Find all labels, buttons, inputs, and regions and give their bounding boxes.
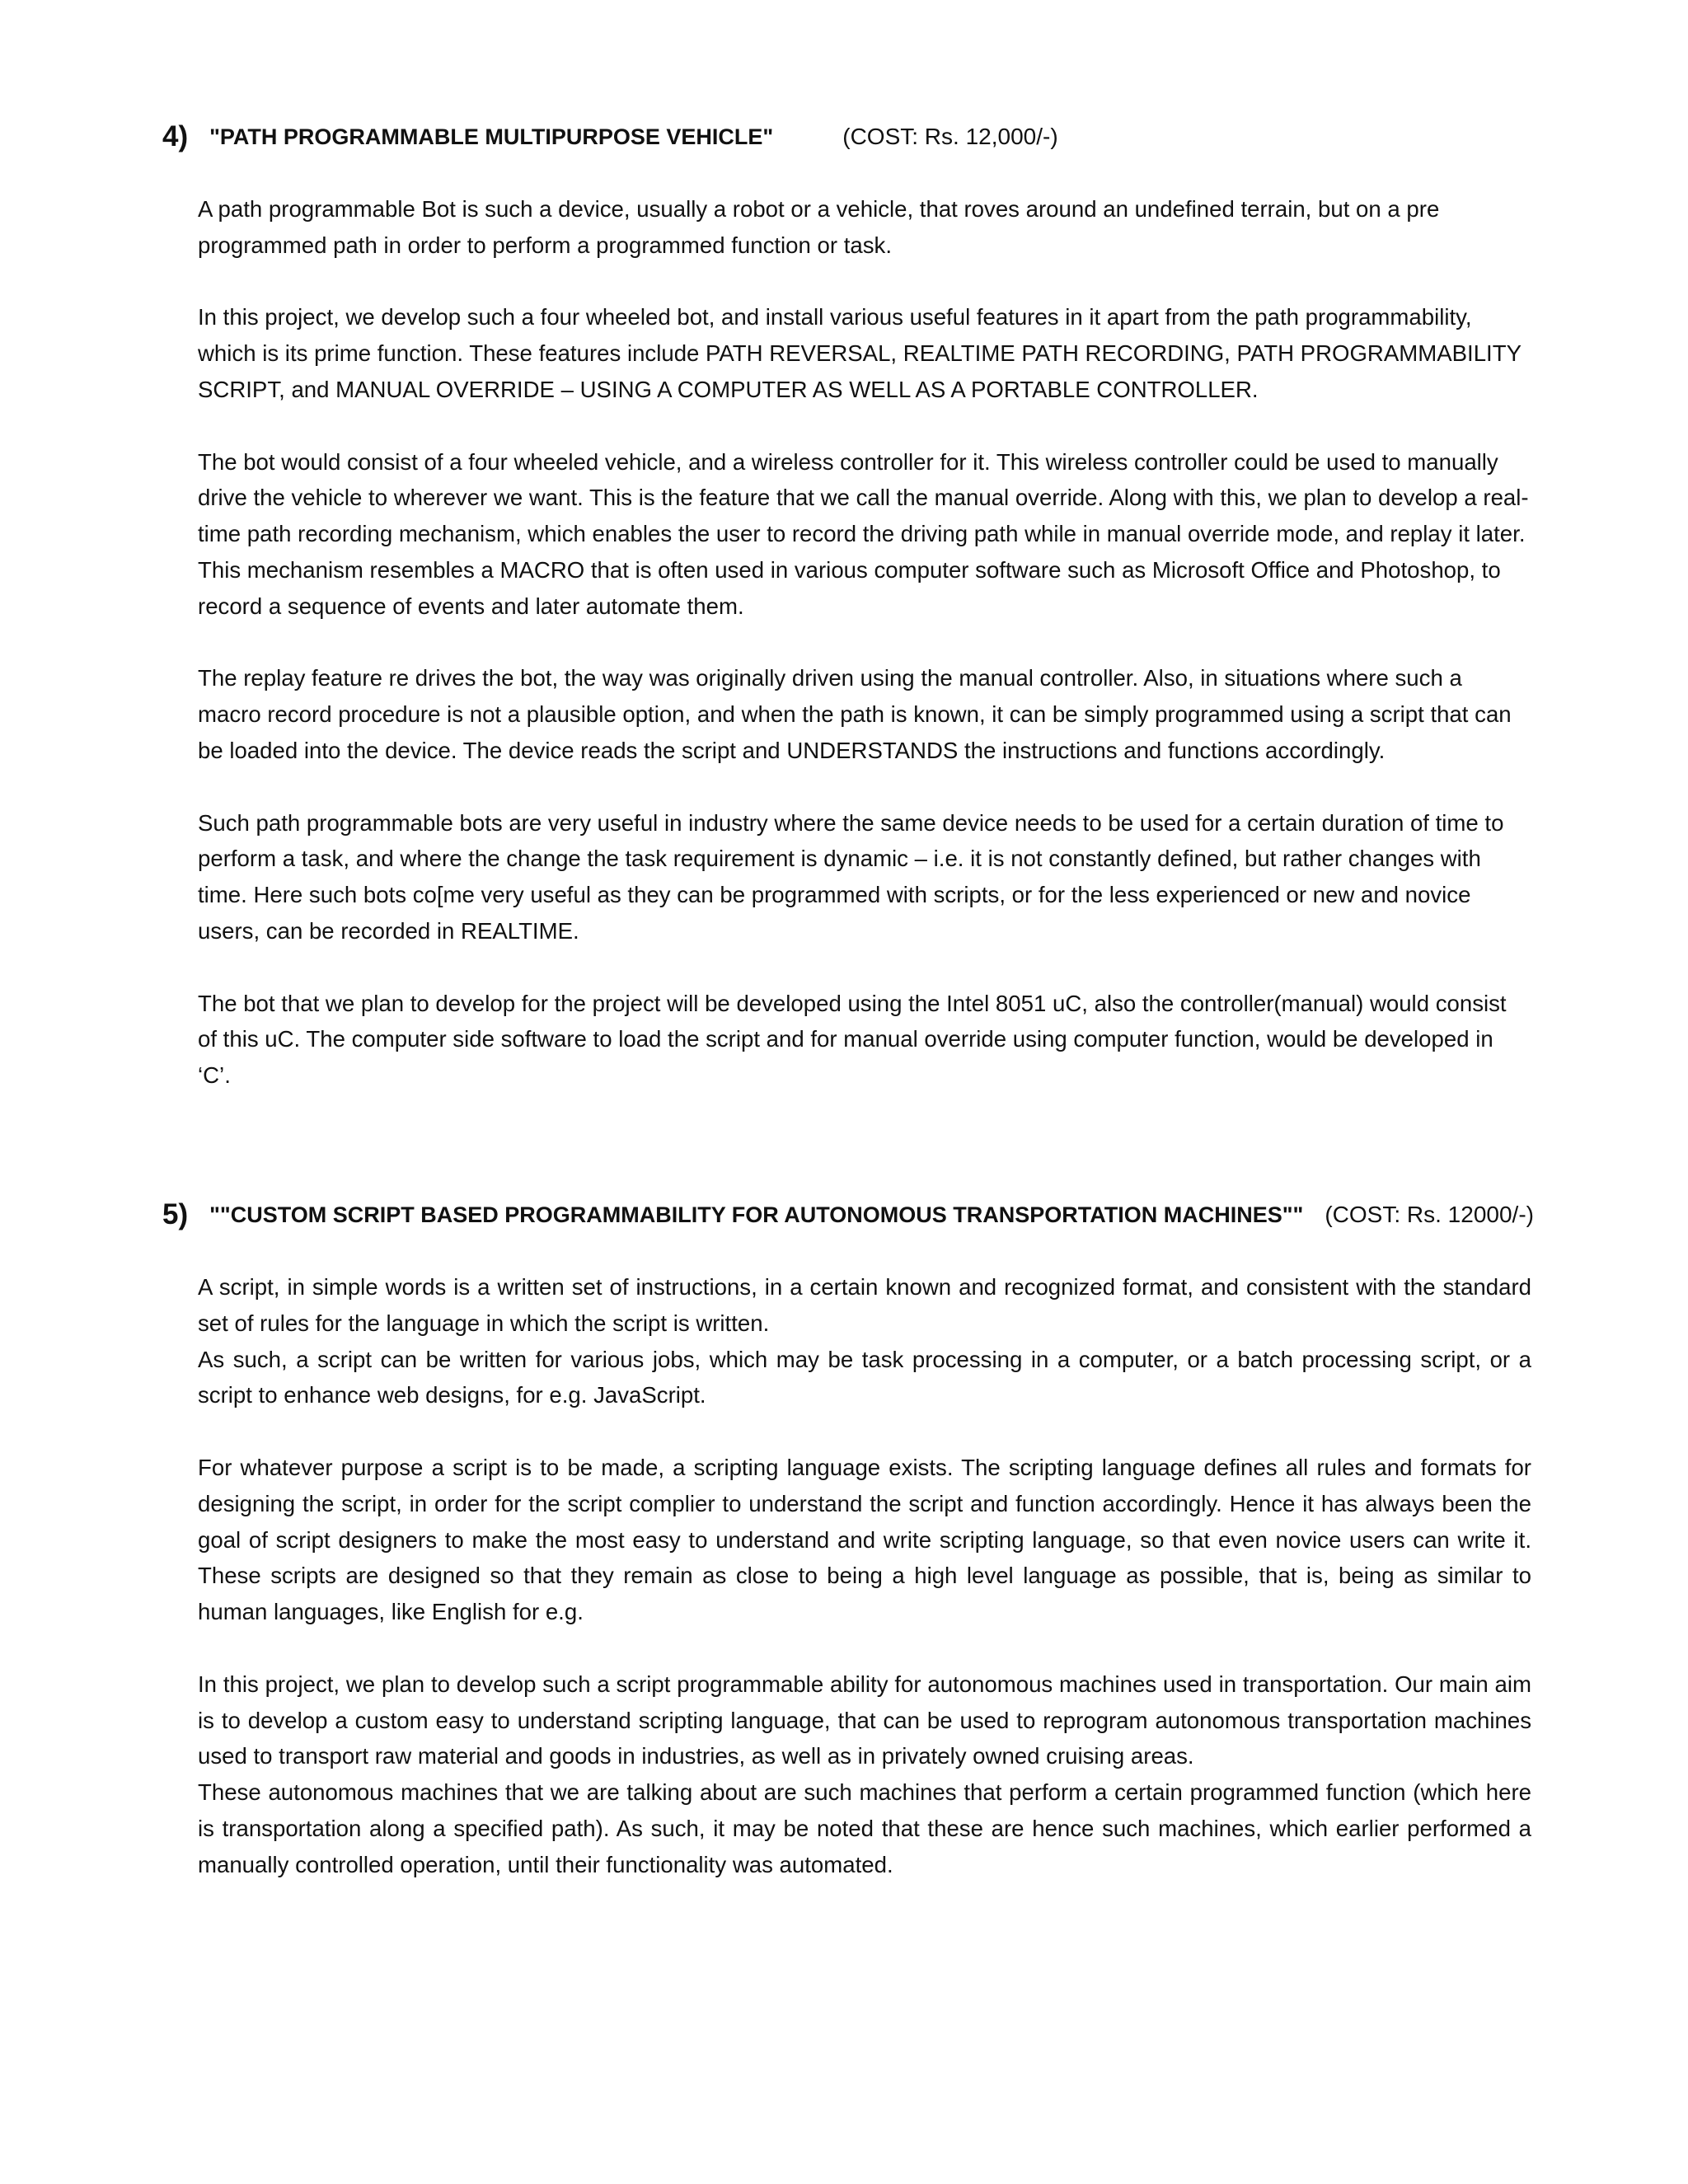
section-4-paragraph-3: The bot would consist of a four wheeled vehicle, and a wireless controller for it. This wireless controller could be used to manually drive the vehicle to wherever we want. This is the feature that we call the manual override. Along with this, we plan to develop a real-time path recording mechanism, which enables the user to record the driving path while in manual override mode, and replay it later. This mechanism resembles a MACRO that is often used in various computer software such as Microsoft Office and Photoshop, to record a sequence of events and later automate them. bbox=[198, 448, 1529, 619]
section-4-paragraph-2: In this project, we develop such a four wheeled bot, and install various useful features in it apart from the path programmability, which is its prime function. These features include PATH REVERSAL, REALTIME PATH RECORDING, PATH PROGRAMMABILITY SCRIPT, and MANUAL OVERRIDE – USING A COMPUTER AS WELL AS A PORTABLE CONTROLLER. bbox=[198, 304, 1522, 402]
section-4-cost: (COST: Rs. 12,000/-) bbox=[842, 124, 1058, 149]
section-5-paragraph-1: A script, in simple words is a written set of instructions, in a certain known and recognized format, and consistent with the standard set of rules for the language in which the script is written. bbox=[198, 1274, 1531, 1336]
section-5-title: ""CUSTOM SCRIPT BASED PROGRAMMABILITY FOR AUTONOMOUS TRANSPORTATION MACHINES"" bbox=[209, 1202, 1304, 1227]
section-5-paragraph-3: For whatever purpose a script is to be made, a scripting language exists. The scripting language defines all rules and formats for designing the script, in order for the script complier to understand the script and function accordingly. Hence it has always been the goal of script designers to make the most easy to understand and write scripting language, so that even novice users can write it. These scripts are designed so that they remain as close to being a high level language as possible, that is, being as similar to human languages, like English for e.g. bbox=[198, 1454, 1531, 1625]
section-4-paragraph-5: Such path programmable bots are very useful in industry where the same device needs to be used for a certain duration of time to perform a task, and where the change the task requirement is dynamic – i.e. it is not constantly defined, but rather changes with time. Here such bots co[me very useful as they can be programmed with scripts, or for the less experienced or new and novice users, can be recorded in REALTIME. bbox=[198, 809, 1504, 944]
section-5-paragraph-2: As such, a script can be written for various jobs, which may be task processing in a computer, or a batch processing script, or a script to enhance web designs, for e.g. JavaScript. bbox=[198, 1346, 1531, 1408]
section-4-paragraph-6: The bot that we plan to develop for the project will be developed using the Intel 8051 uC, also the controller(manual) would consist of this uC. The computer side software to load the script and for manual override using computer function, would be developed in ‘C’. bbox=[198, 990, 1507, 1089]
section-4-body bbox=[198, 191, 1531, 1094]
section-4-heading bbox=[162, 116, 1058, 157]
section-5-heading bbox=[162, 1194, 1534, 1235]
section-5-number: 5) bbox=[162, 1198, 189, 1230]
section-5-paragraph-5: These autonomous machines that we are talking about are such machines that perform a certain programmed function (which here is transportation along a specified path). As such, it may be noted that these are hence such machines, which earlier performed a manually controlled operation, until their functionality was automated. bbox=[198, 1779, 1531, 1877]
section-4-title: "PATH PROGRAMMABLE MULTIPURPOSE VEHICLE" bbox=[209, 124, 774, 149]
section-5-paragraph-4: In this project, we plan to develop such a script programmable ability for autonomous machines used in transportation. Our main aim is to develop a custom easy to understand scripting language, that can be used to reprogram autonomous transportation machines used to transport raw material and goods in industries, as well as in privately owned cruising areas. bbox=[198, 1671, 1531, 1769]
section-4-paragraph-4: The replay feature re drives the bot, the way was originally driven using the manual controller. Also, in situations where such a macro record procedure is not a plausible option, and when the path is known, it can be simply programmed using a script that can be loaded into the device. The device reads the script and UNDERSTANDS the instructions and functions accordingly. bbox=[198, 665, 1512, 763]
section-4-number: 4) bbox=[162, 120, 189, 152]
section-4-paragraph-1: A path programmable Bot is such a device, usually a robot or a vehicle, that roves around an undefined terrain, but on a pre programmed path in order to perform a programmed function or task. bbox=[198, 196, 1440, 258]
section-5-cost: (COST: Rs. 12000/-) bbox=[1325, 1202, 1534, 1227]
section-5-body bbox=[198, 1269, 1531, 1883]
